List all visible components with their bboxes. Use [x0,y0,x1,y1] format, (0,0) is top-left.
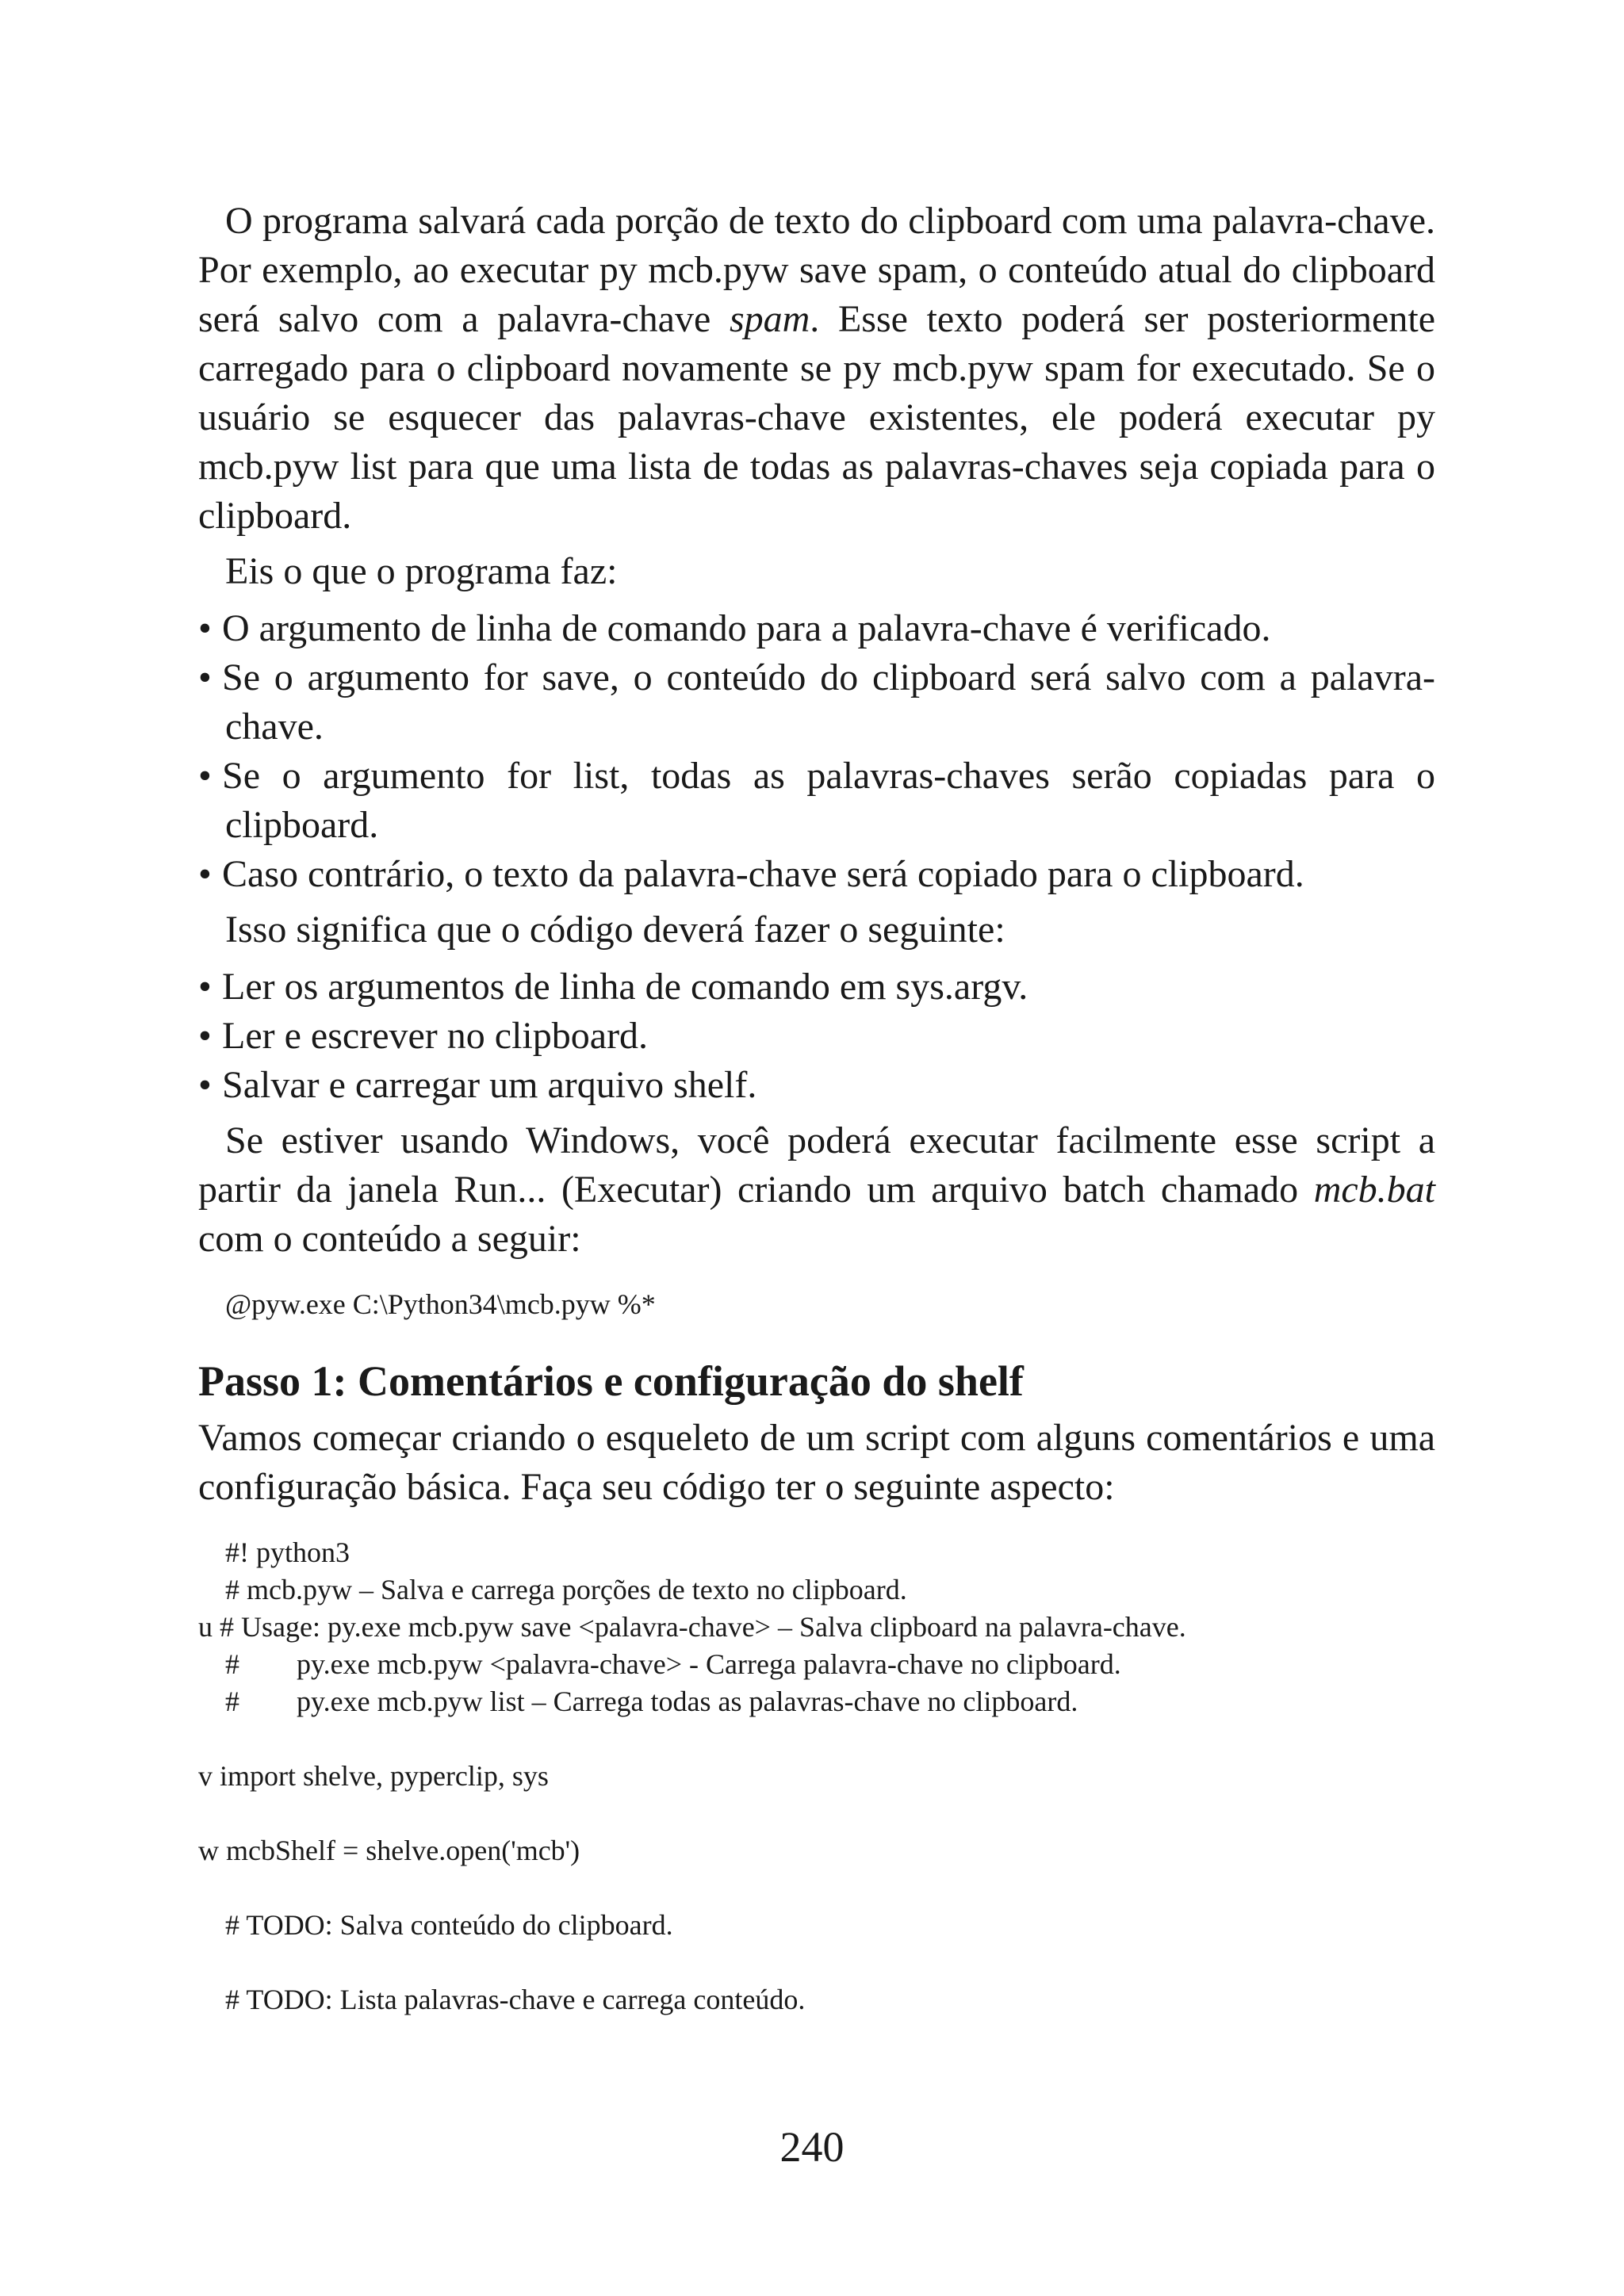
bullet-icon: • [198,656,212,698]
code-line: u # Usage: py.exe mcb.pyw save <palavra-chave> – Salva clipboard na palavra-chave. [198,1611,1186,1643]
list-item-text: Se o argumento for list, todas as palavras-chaves serão copiadas para o clipboard. [222,755,1435,846]
code-blank-line [198,1795,1435,1832]
bullet-icon: • [198,966,212,1008]
list-item-text: Se o argumento for save, o conteúdo do clipboard será salvo com a palavra-chave. [222,656,1435,748]
bullet-list-code [198,962,1435,1110]
list-item-text: O argumento de linha de comando para a palavra-chave é verificado. [222,607,1271,649]
paragraph-code-should: Isso significa que o código deverá fazer o seguinte: [225,909,1005,951]
code-blank-line [198,1944,1435,1981]
paragraph-windows-emphasis: mcb.bat [1313,1169,1435,1211]
paragraph-step-intro: Vamos começar criando o esqueleto de um script com alguns comentários e uma configuração básica. Faça seu código ter o seguinte aspecto: [198,1417,1435,1508]
batch-code-line: @pyw.exe C:\Python34\mcb.pyw %* [225,1288,656,1320]
section-heading: Passo 1: Comentários e configuração do shelf [198,1357,1024,1405]
paragraph-windows [198,1116,1435,1264]
code-line: # TODO: Lista palavras-chave e carrega conteúdo. [225,1984,806,2015]
list-item [198,1061,1435,1110]
bullet-icon: • [198,755,212,797]
paragraph-intro-emphasis: spam [729,298,810,340]
list-item-text: Ler e escrever no clipboard. [222,1015,649,1057]
code-blank-line [198,1720,1435,1758]
page-number: 240 [779,2123,845,2171]
paragraph-windows-text-a: Se estiver usando Windows, você poderá executar facilmente esse script a partir da janela Run... (Executar) criando um arquivo batch chamado [198,1119,1435,1211]
paragraph-intro-text-a: O programa salvará cada porção de texto do clipboard com uma palavra-chave. Por exemplo, ao executar py mcb.pyw save spam, o conteúdo atual do clipboard será salvo com a palavra-chave [198,200,1435,340]
code-block [198,1534,1435,2019]
page-content [198,197,1435,2019]
code-line: # TODO: Salva conteúdo do clipboard. [225,1909,673,1941]
list-item-text: Caso contrário, o texto da palavra-chave será copiado para o clipboard. [222,853,1304,895]
bullet-icon: • [198,853,212,895]
list-item [198,752,1435,850]
code-line: v import shelve, pyperclip, sys [198,1760,549,1792]
bullet-icon: • [198,1064,212,1106]
list-item [198,962,1435,1012]
list-item [198,850,1435,899]
list-item [198,1012,1435,1061]
code-line: # py.exe mcb.pyw list – Carrega todas as palavras-chave no clipboard. [225,1686,1078,1717]
code-line: # mcb.pyw – Salva e carrega porções de texto no clipboard. [225,1574,907,1605]
code-line: # py.exe mcb.pyw <palavra-chave> - Carrega palavra-chave no clipboard. [225,1648,1121,1680]
list-item-text: Salvar e carregar um arquivo shelf. [222,1064,757,1106]
list-item-text: Ler os argumentos de linha de comando em sys.argv. [222,966,1028,1008]
bullet-icon: • [198,1015,212,1057]
code-line: w mcbShelf = shelve.open('mcb') [198,1835,580,1866]
bullet-icon: • [198,607,212,649]
list-item [198,653,1435,752]
list-item [198,604,1435,653]
paragraph-windows-text-b: com o conteúdo a seguir: [198,1218,581,1260]
paragraph-intro-text-b: . Esse texto poderá ser posteriormente carregado para o clipboard novamente se py mcb.pyw spam for executado. Se o usuário se esquecer das palavras-chave existentes, ele poderá executar py mcb.pyw list para que uma lista de todas as palavras-chaves seja copiada para o clipboard. [198,298,1436,537]
code-line: #! python3 [225,1536,350,1568]
paragraph-program-does: Eis o que o programa faz: [225,550,618,592]
paragraph-intro [198,197,1435,541]
bullet-list-program [198,604,1435,899]
code-blank-line [198,1869,1435,1907]
